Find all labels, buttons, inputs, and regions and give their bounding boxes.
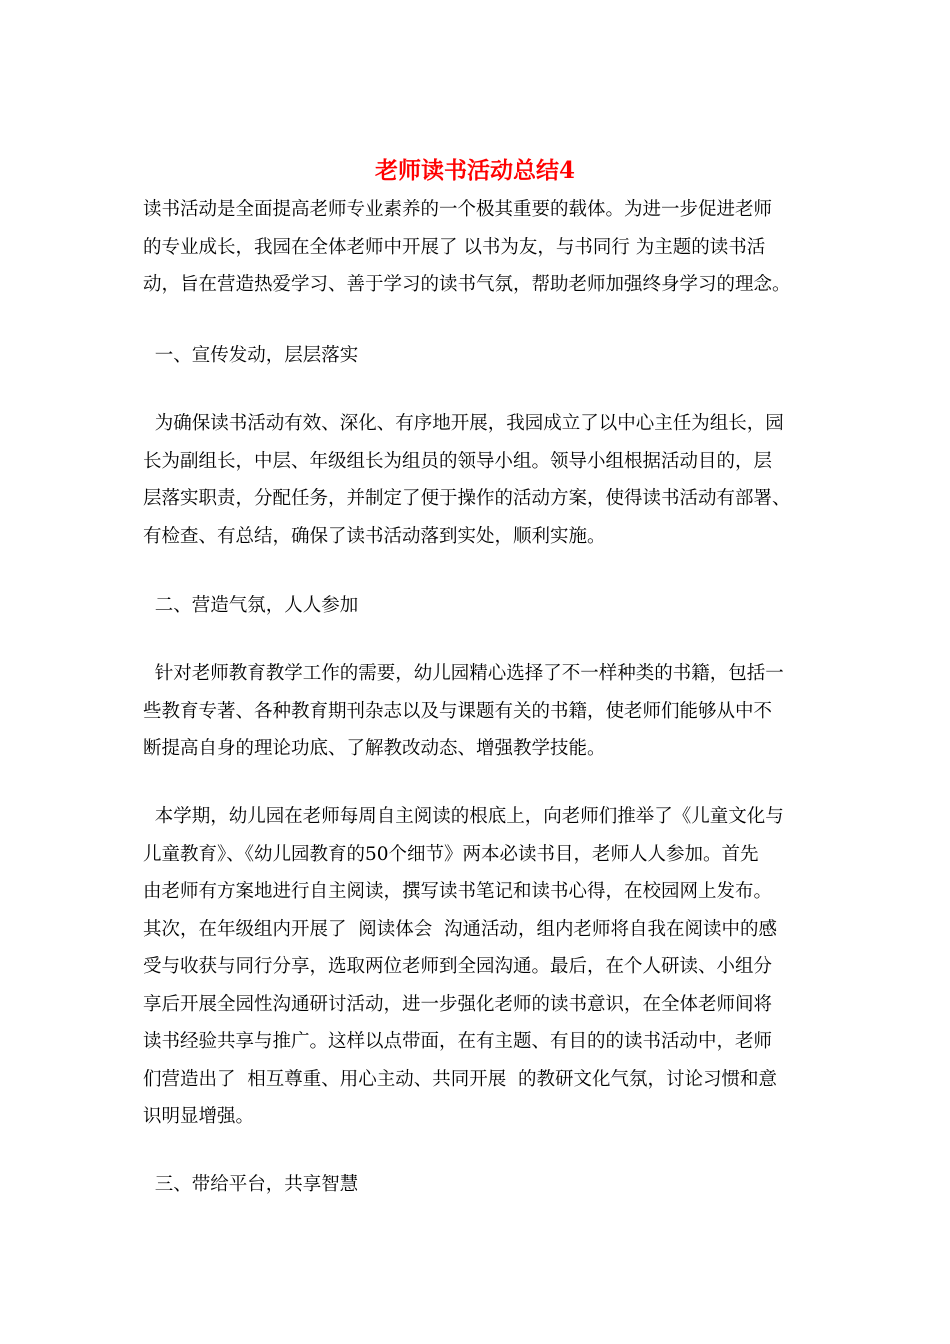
text-line: 识明显增强。 xyxy=(143,1106,255,1127)
text-line: 们营造出了 相互尊重、用心主动、共同开展 的教研文化气氛，讨论习惯和意 xyxy=(143,1068,778,1090)
heading-text: 二、营造气氛，人人参加 xyxy=(143,595,359,616)
text-line: 断提高自身的理论功底、了解教改动态、增强教学技能。 xyxy=(143,738,606,759)
section2-paragraph-1 xyxy=(143,655,815,768)
text-line: 受与收获与同行分享，选取两位老师到全园沟通。最后，在个人研读、小组分 xyxy=(143,956,773,977)
text-line: 针对老师教育教学工作的需要，幼儿园精心选择了不一样种类的书籍，包括一 xyxy=(143,663,784,684)
text-line: 享后开展全园性沟通研讨活动，进一步强化老师的读书意识，在全体老师间将 xyxy=(143,993,773,1015)
heading-text: 一、宣传发动，层层落实 xyxy=(143,345,359,366)
document-title: 老师读书活动总结4 xyxy=(374,157,575,184)
text-line: 层落实职责，分配任务，并制定了便于操作的活动方案，使得读书活动有部署、 xyxy=(143,488,791,509)
section2-paragraph-2 xyxy=(143,798,815,1136)
intro-paragraph xyxy=(143,191,815,304)
text-line: 长为副组长，中层、年级组长为组员的领导小组。领导小组根据活动目的，层 xyxy=(143,450,773,472)
text-line: 本学期，幼儿园在老师每周自主阅读的根底上，向老师们推举了《儿童文化与 xyxy=(143,806,784,827)
text-line: 其次，在年级组内开展了 阅读体会 沟通活动，组内老师将自我在阅读中的感 xyxy=(143,918,778,940)
text-line: 儿童教育》、《幼儿园教育的50个细节》两本必读书目，老师人人参加。首先 xyxy=(143,843,759,865)
text-line: 为确保读书活动有效、深化、有序地开展，我园成立了以中心主任为组长，园 xyxy=(143,413,784,434)
section-heading-2 xyxy=(143,587,815,625)
text-line: 有检查、有总结，确保了读书活动落到实处，顺利实施。 xyxy=(143,525,606,547)
text-line: 的专业成长，我园在全体老师中开展了 以书为友，与书同行 为主题的读书活 xyxy=(143,236,766,258)
text-line: 动，旨在营造热爱学习、善于学习的读书气氛，帮助老师加强终身学习的理念。 xyxy=(143,274,791,295)
heading-text: 三、带给平台，共享智慧 xyxy=(143,1174,359,1195)
text-line: 读书活动是全面提高老师专业素养的一个极其重要的载体。为进一步促进老师 xyxy=(143,199,773,220)
section-heading-1 xyxy=(143,337,815,375)
text-line: 由老师有方案地进行自主阅读，撰写读书笔记和读书心得，在校园网上发布。 xyxy=(143,881,773,902)
section1-paragraph xyxy=(143,405,815,555)
section-heading-3 xyxy=(143,1166,815,1204)
text-line: 读书经验共享与推广。这样以点带面，在有主题、有目的的读书活动中，老师 xyxy=(143,1031,773,1052)
text-line: 些教育专著、各种教育期刊杂志以及与课题有关的书籍，使老师们能够从中不 xyxy=(143,700,773,722)
